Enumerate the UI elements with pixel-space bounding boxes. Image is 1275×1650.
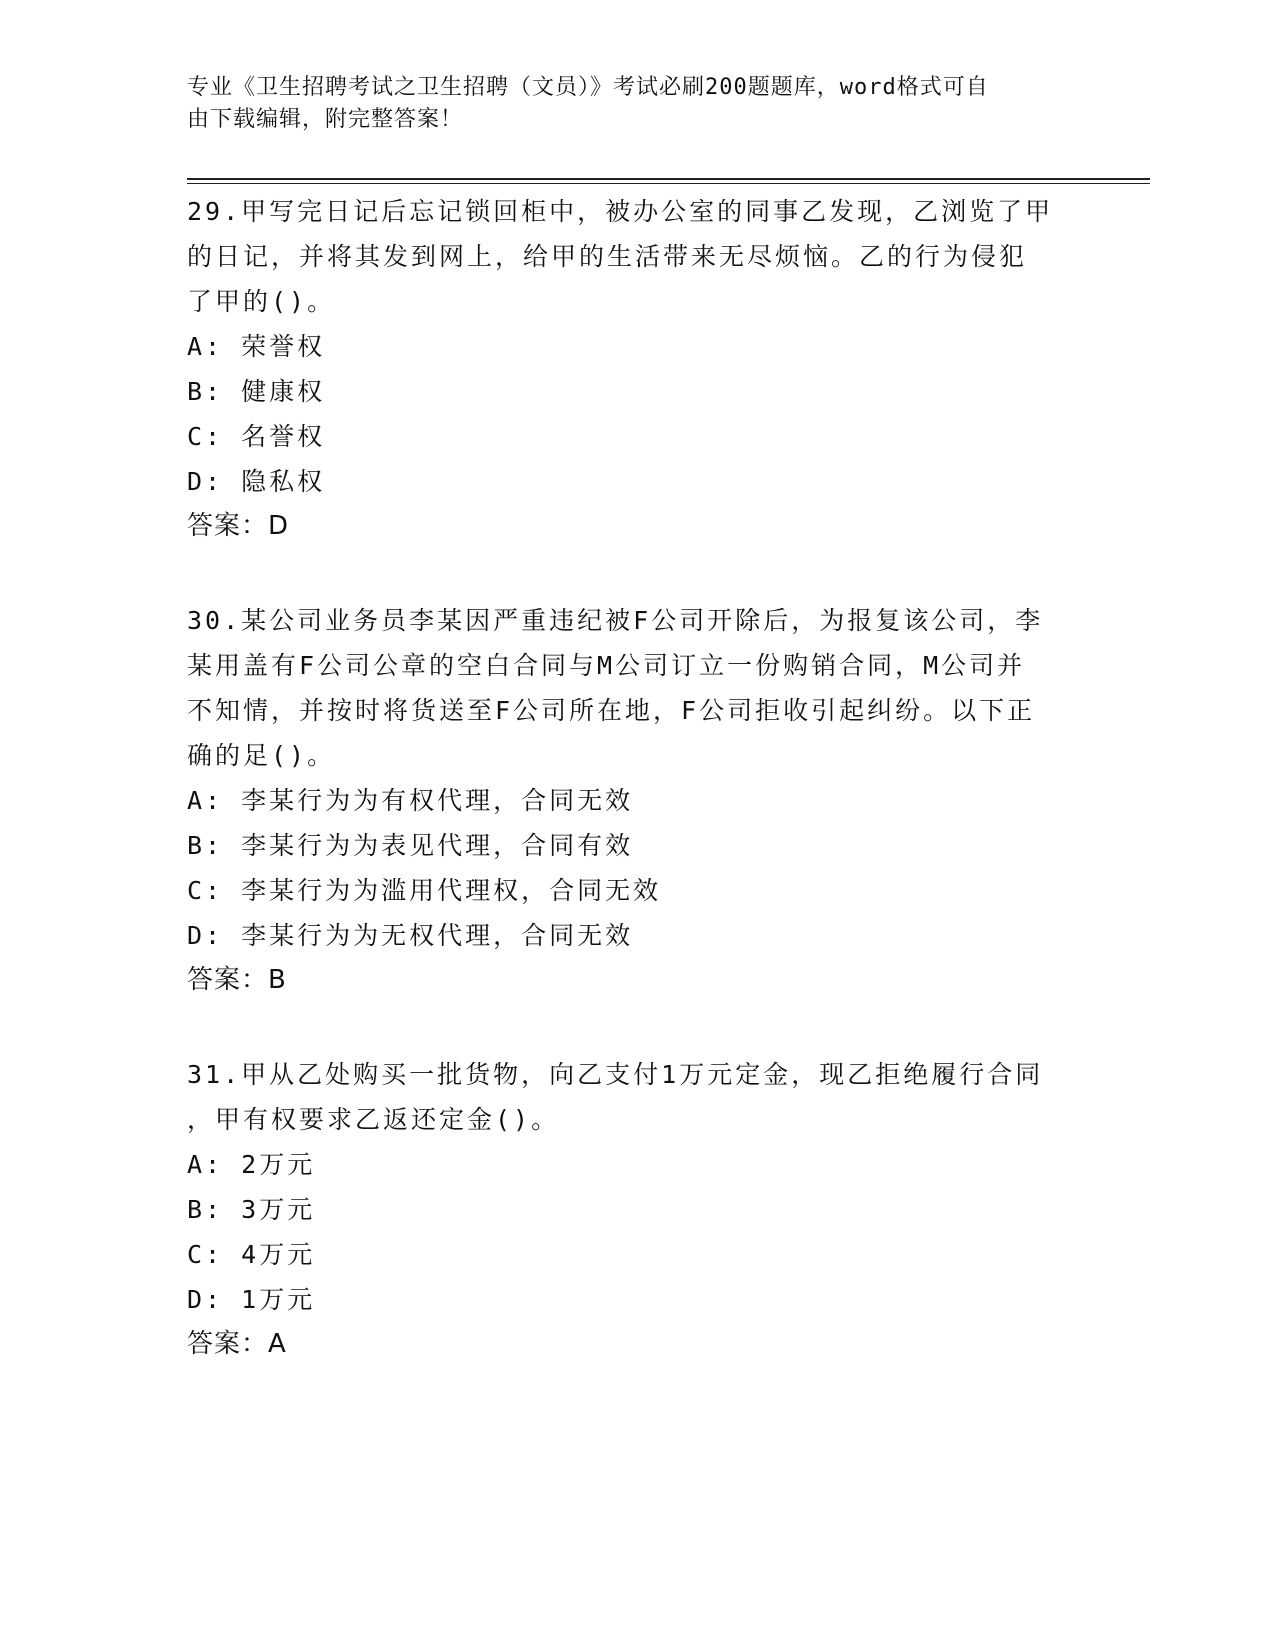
- question-stem: [187, 189, 1087, 324]
- option-a: A: 李某行为为有权代理，合同无效: [187, 786, 634, 815]
- answer-line: 答案：B: [187, 965, 287, 995]
- option-b: B: 李某行为为表见代理，合同有效: [187, 831, 634, 860]
- question-stem: [187, 1052, 1087, 1142]
- stem-line: 不知情，并按时将货送至F公司所在地，F公司拒收引起纠纷。以下正: [187, 696, 1036, 725]
- intro-line-1: 专业《卫生招聘考试之卫生招聘（文员）》考试必刷200题题库，word格式可自: [187, 75, 989, 100]
- question-30: [187, 598, 1087, 1003]
- answer-line: 答案：A: [187, 1329, 287, 1359]
- option-d: D: 隐私权: [187, 467, 326, 496]
- stem-line: 的日记，并将其发到网上，给甲的生活带来无尽烦恼。乙的行为侵犯: [187, 242, 1028, 271]
- option-c: C: 名誉权: [187, 422, 326, 451]
- header-divider-thin: [187, 183, 1150, 184]
- header-divider-thick: [187, 178, 1150, 180]
- option-d: D: 1万元: [187, 1285, 316, 1314]
- option-c: C: 4万元: [187, 1240, 316, 1269]
- question-31: [187, 1052, 1087, 1367]
- document-intro: [187, 72, 1067, 136]
- stem-line: 31.甲从乙处购买一批货物，向乙支付1万元定金，现乙拒绝履行合同: [187, 1060, 1044, 1089]
- stem-line: 29.甲写完日记后忘记锁回柜中，被办公室的同事乙发现，乙浏览了甲: [187, 197, 1054, 226]
- option-c: C: 李某行为为滥用代理权，合同无效: [187, 876, 662, 905]
- stem-line: ，甲有权要求乙返还定金()。: [187, 1105, 560, 1134]
- stem-line: 确的足()。: [187, 741, 336, 770]
- option-d: D: 李某行为为无权代理，合同无效: [187, 921, 634, 950]
- intro-line-2: 由下载编辑，附完整答案！: [187, 107, 464, 132]
- stem-line: 某用盖有F公司公章的空白合同与M公司订立一份购销合同，M公司并: [187, 651, 1026, 680]
- question-stem: [187, 598, 1087, 778]
- option-b: B: 健康权: [187, 377, 326, 406]
- stem-line: 了甲的()。: [187, 287, 336, 316]
- question-29: [187, 189, 1087, 549]
- answer-line: 答案：D: [187, 511, 290, 541]
- stem-line: 30.某公司业务员李某因严重违纪被F公司开除后，为报复该公司，李: [187, 606, 1044, 635]
- option-a: A: 荣誉权: [187, 332, 326, 361]
- option-a: A: 2万元: [187, 1150, 316, 1179]
- option-b: B: 3万元: [187, 1195, 316, 1224]
